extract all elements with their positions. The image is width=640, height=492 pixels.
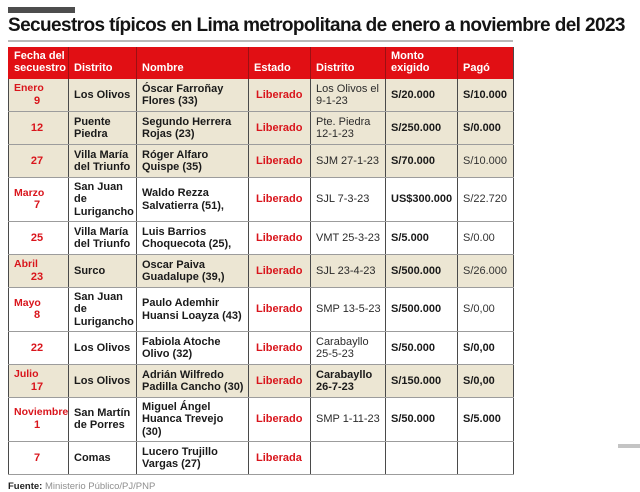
cell-pago: S/10.000	[458, 79, 514, 112]
cell-distrito-fecha	[311, 441, 386, 474]
cell-pago: S/22.720	[458, 178, 514, 222]
table-row	[9, 288, 514, 332]
cell-distrito: San Martín de Porres	[69, 398, 137, 442]
cell-distrito-fecha: SJM 27-1-23	[311, 145, 386, 178]
cell-distrito: Comas	[69, 441, 137, 474]
cell-monto: S/50.000	[386, 332, 458, 365]
cell-distrito-fecha: Carabayllo 25-5-23	[311, 332, 386, 365]
cell-monto: S/70.000	[386, 145, 458, 178]
cell-monto: US$300.000	[386, 178, 458, 222]
cell-estado: Liberado	[249, 112, 311, 145]
cell-distrito: San Juan de Lurigancho	[69, 288, 137, 332]
cell-monto	[386, 441, 458, 474]
cell-estado: Liberado	[249, 178, 311, 222]
cell-pago: S/0.00	[458, 222, 514, 255]
cell-nombre: Miguel Ángel Huanca Trevejo (30)	[137, 398, 249, 442]
cell-distrito: Los Olivos	[69, 332, 137, 365]
cell-estado: Liberado	[249, 79, 311, 112]
cell-nombre: Óscar Farroñay Flores (33)	[137, 79, 249, 112]
header-distrito-2: Distrito	[311, 47, 386, 79]
cell-fecha: 12	[9, 112, 69, 145]
table-row	[9, 441, 514, 474]
cell-pago: S/5.000	[458, 398, 514, 442]
table-row	[9, 398, 514, 442]
cell-estado: Liberado	[249, 255, 311, 288]
table-row	[9, 255, 514, 288]
cell-nombre: Luis Barrios Choquecota (25),	[137, 222, 249, 255]
cell-fecha: Noviembre 1	[9, 398, 69, 442]
cell-fecha: 7	[9, 441, 69, 474]
cell-nombre: Paulo Ademhir Huansi Loayza (43)	[137, 288, 249, 332]
source-note	[8, 481, 640, 492]
cell-distrito-fecha: SJL 7-3-23	[311, 178, 386, 222]
table-header-row	[9, 47, 514, 79]
table-row	[9, 112, 514, 145]
cell-nombre: Waldo Rezza Salvatierra (51),	[137, 178, 249, 222]
cell-distrito: Puente Piedra	[69, 112, 137, 145]
table-row	[9, 178, 514, 222]
cell-estado: Liberado	[249, 332, 311, 365]
cell-pago	[458, 441, 514, 474]
cell-pago: S/0,00	[458, 288, 514, 332]
cell-distrito-fecha: Pte. Piedra 12-1-23	[311, 112, 386, 145]
cell-estado: Liberado	[249, 222, 311, 255]
cell-pago: S/26.000	[458, 255, 514, 288]
cell-distrito: San Juan de Lurigancho	[69, 178, 137, 222]
cell-fecha: Marzo 7	[9, 178, 69, 222]
cell-distrito: Villa María del Triunfo	[69, 145, 137, 178]
cell-nombre: Adrián Wilfredo Padilla Cancho (30)	[137, 365, 249, 398]
cell-estado: Liberado	[249, 145, 311, 178]
cell-monto: S/5.000	[386, 222, 458, 255]
cell-estado: Liberada	[249, 441, 311, 474]
cell-estado: Liberado	[249, 288, 311, 332]
header-monto: Monto exigido	[386, 47, 458, 79]
cell-estado: Liberado	[249, 365, 311, 398]
cell-distrito-fecha: SMP 13-5-23	[311, 288, 386, 332]
cell-nombre: Fabiola Atoche Olivo (32)	[137, 332, 249, 365]
cell-pago: S/0,00	[458, 365, 514, 398]
cell-distrito-fecha: SJL 23-4-23	[311, 255, 386, 288]
cell-distrito: Los Olivos	[69, 79, 137, 112]
title-divider	[8, 40, 513, 42]
cell-distrito: Surco	[69, 255, 137, 288]
cell-distrito: Los Olivos	[69, 365, 137, 398]
header-pago: Pagó	[458, 47, 514, 79]
header-fecha: Fecha del secuestro	[9, 47, 69, 79]
table-row	[9, 365, 514, 398]
page-title: Secuestros típicos en Lima metropolitana de enero a noviembre del 2023	[8, 15, 625, 36]
cell-distrito-fecha: VMT 25-3-23	[311, 222, 386, 255]
cell-pago: S/10.000	[458, 145, 514, 178]
cell-nombre: Lucero Trujillo Vargas (27)	[137, 441, 249, 474]
cell-distrito-fecha: Los Olivos el 9-1-23	[311, 79, 386, 112]
cell-fecha: Julio 17	[9, 365, 69, 398]
cell-distrito: Villa María del Triunfo	[69, 222, 137, 255]
bottom-right-bar	[618, 444, 640, 448]
cell-pago: S/0.000	[458, 112, 514, 145]
source-value: Ministerio Público/PJ/PNP	[42, 480, 156, 492]
cell-fecha: 27	[9, 145, 69, 178]
cell-fecha: Abril 23	[9, 255, 69, 288]
cell-fecha: Mayo 8	[9, 288, 69, 332]
kidnappings-table	[8, 47, 514, 475]
cell-monto: S/50.000	[386, 398, 458, 442]
cell-monto: S/20.000	[386, 79, 458, 112]
cell-distrito-fecha: SMP 1-11-23	[311, 398, 386, 442]
cell-nombre: Róger Alfaro Quispe (35)	[137, 145, 249, 178]
cell-pago: S/0,00	[458, 332, 514, 365]
cell-fecha: 25	[9, 222, 69, 255]
header-estado: Estado	[249, 47, 311, 79]
cell-estado: Liberado	[249, 398, 311, 442]
source-label: Fuente:	[8, 480, 43, 492]
header-distrito: Distrito	[69, 47, 137, 79]
cell-nombre: Oscar Paiva Guadalupe (39,)	[137, 255, 249, 288]
cell-fecha: Enero 9	[9, 79, 69, 112]
cell-monto: S/150.000	[386, 365, 458, 398]
cell-monto: S/250.000	[386, 112, 458, 145]
cell-fecha: 22	[9, 332, 69, 365]
cell-distrito-fecha: Carabayllo 26-7-23	[311, 365, 386, 398]
table-row	[9, 332, 514, 365]
table-row	[9, 222, 514, 255]
cell-monto: S/500.000	[386, 255, 458, 288]
cell-nombre: Segundo Herrera Rojas (23)	[137, 112, 249, 145]
header-nombre: Nombre	[137, 47, 249, 79]
cell-monto: S/500.000	[386, 288, 458, 332]
table-row	[9, 145, 514, 178]
title-accent-bar	[8, 7, 75, 13]
table-row	[9, 79, 514, 112]
